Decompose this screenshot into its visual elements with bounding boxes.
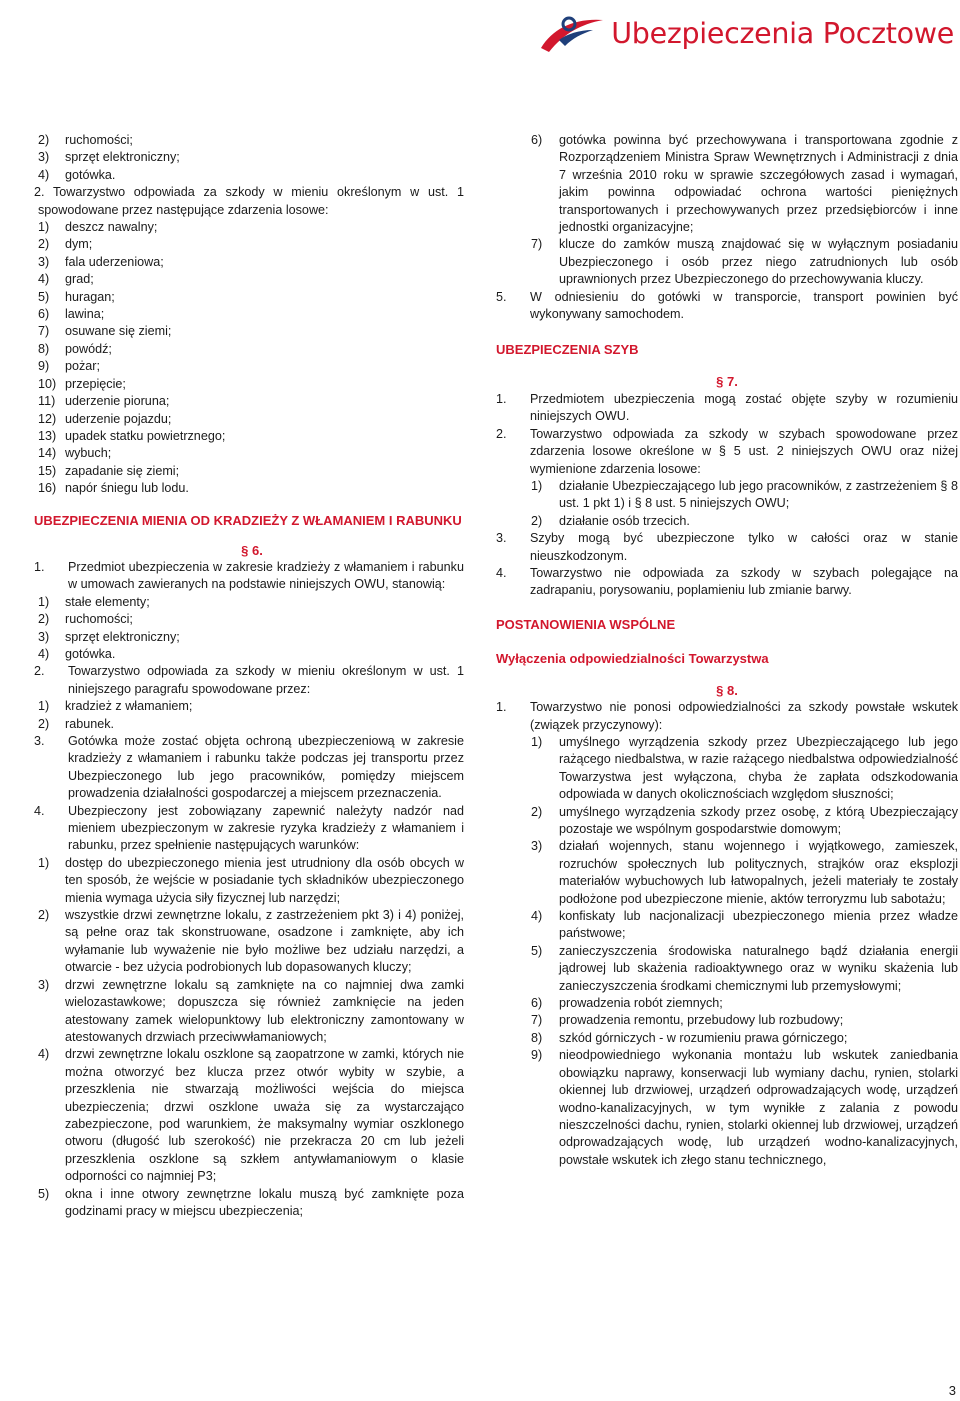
paragraph-text: Towarzystwo odpowiada za szkody w mieniu określonym w ust. 1 niniejszego paragrafu spowodowane przez: <box>68 664 464 696</box>
item-text: wszystkie drzwi zewnętrzne lokalu, z zastrzeżeniem pkt 3) i 4) poniżej, są pełne oraz tak skonstruowane, osadzone i zamknięte, aby ich wyłamanie lub wyważenie nie było możliwe bez udziału narzędzi, a otwarcie - bez użycia podrobionych lub dopasowanych kluczy; <box>65 908 464 975</box>
item-number: 5) <box>531 943 543 958</box>
list-item <box>496 1012 958 1029</box>
item-number: 1) <box>38 220 50 235</box>
list-item <box>496 908 958 943</box>
list-item <box>34 271 464 288</box>
item-text: kradzież z włamaniem; <box>65 699 193 714</box>
list-item <box>496 995 958 1012</box>
item-number: 2) <box>38 716 50 731</box>
list-item <box>34 716 464 733</box>
item-number: 16) <box>38 481 57 496</box>
item-number: 14) <box>38 446 57 461</box>
item-text: gotówka. <box>65 167 116 182</box>
paragraph-text: Towarzystwo nie odpowiada za szkody w szybach polegające na zadrapaniu, porysowaniu, poplamieniu lub zmianie barwy. <box>530 565 958 598</box>
paragraph-number: 2. <box>496 426 507 441</box>
item-number: 1) <box>38 594 50 609</box>
item-text: drzwi zewnętrzne lokalu oszklone są zaopatrzone w zamki, których nie można otworzyć bez klucza przez otwór wybity w szybie, a przeszklenia nie stwarzają możliwości wejścia do miejsca ubezpieczenia; drzwi oszklone uważa się za wystarczająco zabezpieczone, pod warunkiem, że maksymalny wymiar oszklonego otworu (długość lub szerokość) nie przekracza 20 cm lub jeżeli przeszklenia oszklone są szkłem antywłamaniowym o klasie odporności co najmniej P3; <box>65 1047 464 1184</box>
item-number: 2) <box>38 133 50 147</box>
item-text: uderzenie pojazdu; <box>65 411 172 426</box>
item-text: ruchomości; <box>65 133 133 147</box>
subheading-exclusions: Wyłączenia odpowiedzialności Towarzystwa <box>496 650 769 666</box>
paragraph-number: 3. <box>496 531 507 546</box>
paragraph-text: Towarzystwo nie ponosi odpowiedzialności za szkody powstałe wskutek (związek przyczynowy): <box>530 700 958 732</box>
list-item <box>34 855 464 907</box>
list-item <box>34 1046 464 1185</box>
paragraph-text: Przedmiotem ubezpieczenia mogą zostać objęte szyby w rozumieniu niniejszych OWU. <box>530 391 958 424</box>
item-text: konfiskaty lub nacjonalizacji ubezpieczonego mienia przez władze państwowe; <box>559 909 958 941</box>
list-item <box>496 1047 958 1169</box>
paragraph-number: 2. <box>34 664 45 679</box>
item-text: drzwi zewnętrzne lokalu są zamknięte na co najmniej dwa zamki wielozastawkowe; dopuszcza się również zamknięcie na jeden atestowany zamek wielopunktowy lub elektroniczny zamontowany w atestowanych drzwiach przeciwwłamaniowych; <box>65 977 464 1044</box>
item-number: 2) <box>531 804 543 819</box>
section-heading-glass: UBEZPIECZENIA SZYB <box>496 342 639 358</box>
list-item <box>34 149 464 166</box>
list-item <box>34 629 464 646</box>
list-item <box>496 734 958 804</box>
item-text: gotówka. <box>65 646 116 661</box>
item-text: prowadzenia remontu, przebudowy lub rozbudowy; <box>559 1013 844 1028</box>
paragraph-text: Szyby mogą być ubezpieczone tylko w całości oraz w stanie nieuszkodzonym. <box>530 531 958 563</box>
item-text: przepięcie; <box>65 376 126 391</box>
paragraph-number: 4. <box>496 565 507 580</box>
item-text: zapadanie się ziemi; <box>65 463 180 478</box>
item-number: 15) <box>38 463 57 478</box>
item-number: 4) <box>38 646 50 661</box>
list-item <box>34 428 464 445</box>
item-text: sprzęt elektroniczny; <box>65 629 180 644</box>
paragraph <box>34 733 464 803</box>
section-heading-common: POSTANOWIENIA WSPÓLNE <box>496 616 676 632</box>
paragraph-number: 4. <box>34 803 45 818</box>
item-number: 1) <box>531 734 543 749</box>
right-column <box>496 132 958 1169</box>
list-item <box>34 463 464 480</box>
item-number: 4) <box>38 1047 50 1062</box>
item-number: 6) <box>38 307 50 322</box>
paragraph-number: 1. <box>34 559 45 574</box>
list-item <box>34 977 464 1047</box>
item-number: 3) <box>531 839 543 854</box>
item-number: 8) <box>531 1030 543 1045</box>
paragraph <box>34 559 464 594</box>
section-number-6: § 6. <box>241 542 263 558</box>
item-text: osuwane się ziemi; <box>65 324 172 339</box>
item-text: uderzenie pioruna; <box>65 394 170 409</box>
item-text: prowadzenia robót ziemnych; <box>559 996 723 1011</box>
paragraph <box>496 391 958 426</box>
swoosh-logo-icon <box>537 10 609 56</box>
item-number: 7) <box>531 237 543 252</box>
list-item <box>496 804 958 839</box>
list-item <box>496 1030 958 1047</box>
item-text: działanie osób trzecich. <box>559 513 690 528</box>
paragraph-text: Towarzystwo odpowiada za szkody w szybach spowodowane przez zdarzenia losowe określone w § 5 ust. 2 niniejszych OWU oraz niżej wymienione zdarzenia losowe: <box>530 426 958 476</box>
item-number: 2) <box>38 908 50 923</box>
item-number: 7) <box>531 1013 543 1028</box>
paragraph <box>34 803 464 855</box>
brand-name: Ubezpieczenia Pocztowe <box>611 16 954 50</box>
item-text: lawina; <box>65 307 105 322</box>
list-item <box>34 167 464 184</box>
item-number: 9) <box>531 1048 543 1063</box>
list-item <box>496 236 958 288</box>
item-number: 5) <box>38 289 50 304</box>
item-text: fala uderzeniowa; <box>65 254 164 269</box>
item-number: 4) <box>38 272 50 287</box>
list-item <box>34 611 464 628</box>
list-item <box>496 943 958 995</box>
item-text: zanieczyszczenia środowiska naturalnego bądź działania energii jądrowej lub skażenia radioaktywnego oraz w wyniku skażenia lub zanieczyszczenia środkami chemicznymi lub przemysłowymi; <box>559 943 958 993</box>
item-number: 2) <box>38 237 50 252</box>
list-item <box>34 254 464 271</box>
list-item <box>34 698 464 715</box>
list-item <box>34 323 464 340</box>
list-item <box>34 132 464 149</box>
paragraph <box>34 663 464 698</box>
item-number: 3) <box>38 150 50 165</box>
list-item <box>34 594 464 611</box>
item-text: powódź; <box>65 341 112 356</box>
list-item <box>34 376 464 393</box>
item-number: 10) <box>38 376 57 391</box>
item-text: umyślnego wyrządzenia szkody przez Ubezpieczającego lub jego rażącego niedbalstwa, w razie rażącego niedbalstwa odpowiedzialność Towarzystwa jest wyłączona, chyba że zapłata odszkodowania odpowiada w danych okolicznościach względom słuszności; <box>559 734 958 802</box>
item-text: grad; <box>65 272 94 287</box>
item-text: rabunek. <box>65 716 115 731</box>
list-item <box>34 445 464 462</box>
section-heading-theft: UBEZPIECZENIA MIENIA OD KRADZIEŻY Z WŁAMANIEM I RABUNKU <box>34 512 462 528</box>
item-number: 3) <box>38 629 50 644</box>
paragraph-text: Ubezpieczony jest zobowiązany zapewnić należyty nadzór nad mieniem ubezpieczonym w zakresie ryzyka kradzieży z włamaniem i rabunku, przez spełnienie następujących warunków: <box>68 803 464 853</box>
paragraph-2-first-line: 2. Towarzystwo odpowiada za szkody w mieniu określonym w ust. 1 <box>34 185 464 200</box>
paragraph <box>496 289 958 324</box>
events-list <box>34 219 464 498</box>
section-number-8: § 8. <box>716 682 738 698</box>
list-item <box>34 219 464 236</box>
list-item <box>34 480 464 497</box>
item-number: 4) <box>531 909 543 924</box>
list-item <box>34 411 464 428</box>
paragraph-number: 5. <box>496 289 507 304</box>
list-item <box>34 358 464 375</box>
list-item <box>34 306 464 323</box>
section-number-7: § 7. <box>716 374 738 390</box>
item-number: 1) <box>531 478 543 493</box>
item-number: 13) <box>38 428 57 443</box>
list-item <box>496 513 958 530</box>
item-number: 2) <box>38 612 50 627</box>
list-item <box>34 341 464 358</box>
list-item <box>496 838 958 908</box>
item-number: 11) <box>38 394 56 409</box>
left-column <box>34 132 464 1220</box>
list-item <box>34 289 464 306</box>
item-number: 1) <box>38 855 50 870</box>
page-number: 3 <box>948 1383 956 1398</box>
item-number: 3) <box>38 254 50 269</box>
item-text: ruchomości; <box>65 612 133 627</box>
list-item <box>34 1186 464 1221</box>
item-number: 6) <box>531 996 543 1011</box>
item-number: 5) <box>38 1186 50 1201</box>
list-item <box>496 132 958 236</box>
item-text: pożar; <box>65 359 101 374</box>
list-item <box>34 646 464 663</box>
paragraph-text: Przedmiot ubezpieczenia w zakresie kradzieży z włamaniem i rabunku w umowach zawieranych na podstawie niniejszych OWU, stanowią: <box>68 559 464 592</box>
item-text: wybuch; <box>65 446 112 461</box>
paragraph-text: Gotówka może zostać objęta ochroną ubezpieczeniową w zakresie kradzieży z włamaniem i rabunku także podczas jej transportu przez Ubezpieczonego lub jego pracowników, pomiędzy miejscem prowadzenia działalności gospodarczej a miejscem przeznaczenia. <box>68 734 464 801</box>
paragraph-number: 1. <box>496 700 507 715</box>
item-text: działanie Ubezpieczającego lub jego pracowników, z zastrzeżeniem § 8 ust. 1 pkt 1) i § 8 ust. 5 niniejszych OWU; <box>559 478 958 511</box>
item-text: nieodpowiedniego wykonania montażu lub wskutek zaniedbania obowiązku naprawy, konserwacji lub wymiany dachu, rynien, stolarki okiennej lub drzwiowej, urządzeń odprowadzających wodę, urządzeń wodno-kanalizacyjnych, w tym wynikłe z zalania z powodu nieszczelności dachu, rynien, stolarki okiennej lub drzwiowej, urządzeń odprowadzających wodę, lub urządzeń wodno-kanalizacyjnych, powstałe wskutek ich złego stanu technicznego, <box>559 1048 958 1167</box>
item-number: 3) <box>38 977 50 992</box>
paragraph-number: 1. <box>496 391 507 406</box>
paragraph-text: W odniesieniu do gotówki w transporcie, transport powinien być wykonywany samochodem. <box>530 289 958 322</box>
item-number: 12) <box>38 411 57 426</box>
brand-header <box>504 0 960 66</box>
item-text: okna i inne otwory zewnętrzne lokalu muszą być zamknięte poza godzinami pracy w miejscu ubezpieczenia; <box>65 1186 464 1218</box>
paragraph <box>496 426 958 478</box>
list-item <box>496 478 958 513</box>
paragraph <box>496 565 958 600</box>
item-text: szkód górniczych - w rozumieniu prawa górniczego; <box>559 1030 848 1045</box>
item-text: działań wojennych, stanu wojennego i wyjątkowego, zamieszek, rozruchów społecznych lub politycznych, strajków oraz eksplozji materiałów wybuchowych lub łatwopalnych, jeżeli materiały te zostały podłożone pod ubezpieczone mienie, aktów terroryzmu lub sabotażu; <box>559 839 958 906</box>
item-number: 6) <box>531 133 543 147</box>
list-item <box>34 393 464 410</box>
list-item <box>34 236 464 253</box>
paragraph <box>496 530 958 565</box>
item-text: sprzęt elektroniczny; <box>65 150 180 165</box>
item-number: 2) <box>531 513 543 528</box>
item-number: 1) <box>38 699 50 714</box>
item-text: gotówka powinna być przechowywana i transportowana zgodnie z Rozporządzeniem Ministra Spraw Wewnętrznych i Administracji z dnia 7 września 2010 roku w sprawie szczegółowych zasad i wymagań, jakim powinna odpowiadać ochrona wartości pieniężnych transportowanych i przechowywanych przez przedsiębiorców i inne jednostki organizacyjne; <box>559 133 958 235</box>
item-number: 9) <box>38 359 50 374</box>
item-text: deszcz nawalny; <box>65 220 158 235</box>
paragraph-2-continuation: spowodowane przez następujące zdarzenia losowe: <box>38 202 329 217</box>
item-text: klucze do zamków muszą znajdować się w wyłącznym posiadaniu Ubezpieczonego i osób przez niego zatrudnionych lub osób uprawnionych przez Ubezpieczonego do przechowywania kluczy. <box>559 237 958 287</box>
item-text: upadek statku powietrznego; <box>65 428 226 443</box>
item-number: 4) <box>38 167 50 182</box>
item-number: 7) <box>38 324 50 339</box>
item-text: napór śniegu lub lodu. <box>65 481 189 496</box>
item-text: stałe elementy; <box>65 594 150 609</box>
item-text: dym; <box>65 237 93 252</box>
item-text: dostęp do ubezpieczonego mienia jest utrudniony dla osób obcych w ten sposób, że wejście w posiadanie tych składników ubezpieczonego mienia wymaga użycia siły fizycznej lub narzędzi; <box>65 855 464 905</box>
paragraph-number: 3. <box>34 734 45 748</box>
item-number: 8) <box>38 341 50 356</box>
item-text: huragan; <box>65 289 115 304</box>
list-item <box>34 907 464 977</box>
item-text: umyślnego wyrządzenia szkody przez osobę, z którą Ubezpieczający pozostaje we wspólnym gospodarstwie domowym; <box>559 804 958 836</box>
paragraph <box>496 699 958 734</box>
